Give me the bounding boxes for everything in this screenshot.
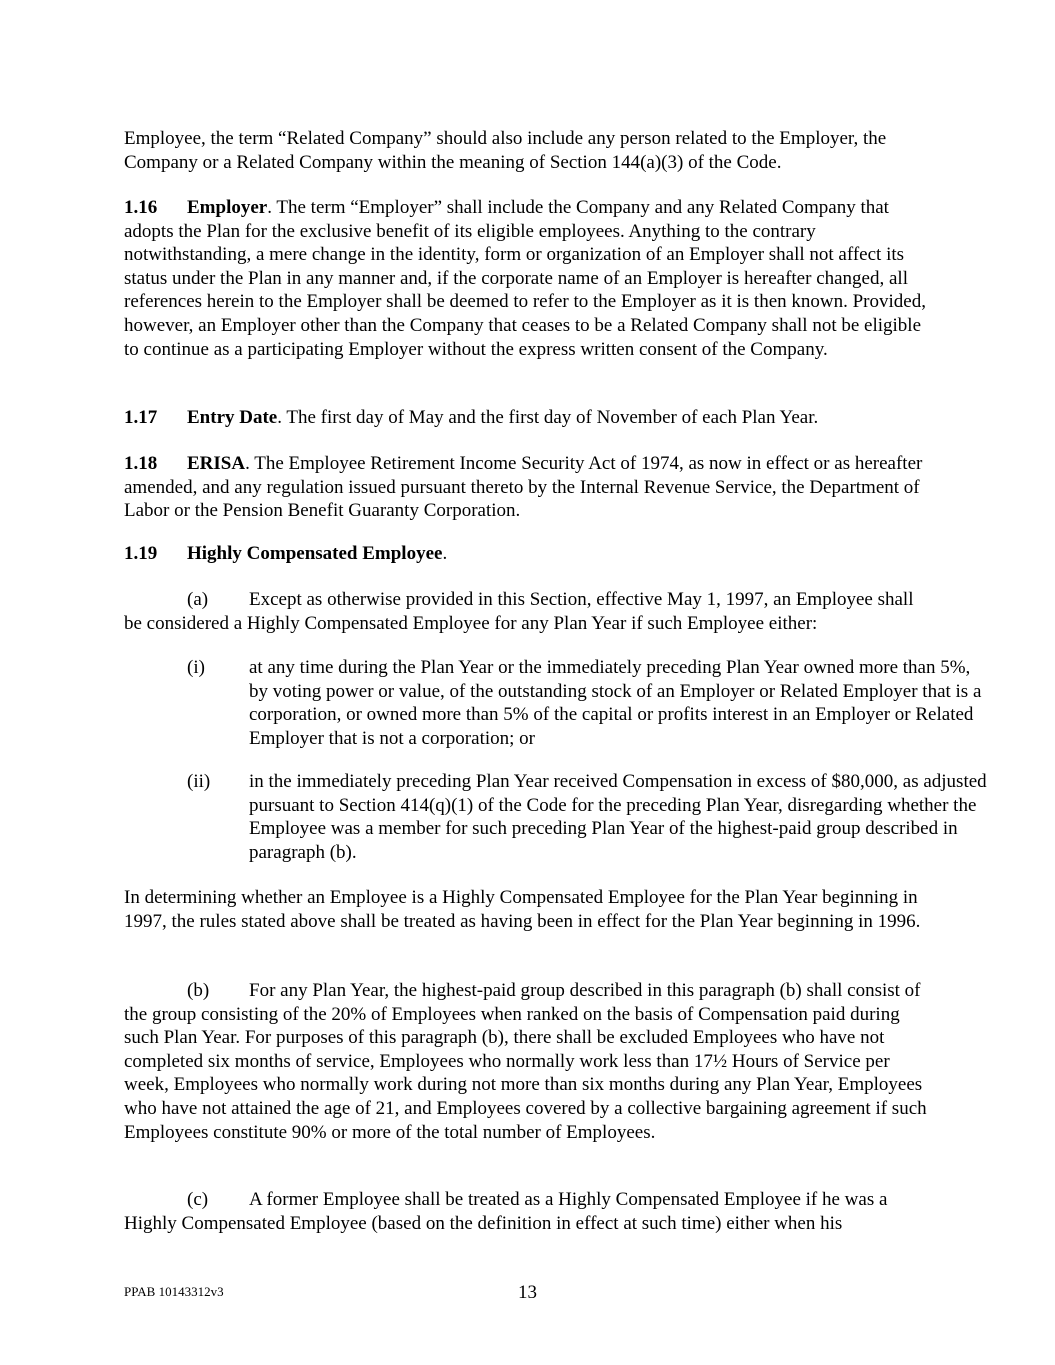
paragraph-text: A former Employee shall be treated as a Highly Compensated Employee if he was a Highly Compensated Employee (based on the definition in effect at such time) either when his: [124, 1189, 888, 1234]
page-number: 13: [518, 1282, 537, 1303]
section-body: . The first day of May and the first day of November of each Plan Year.: [277, 407, 819, 428]
paragraph-label: (a): [187, 589, 209, 610]
paragraph-text: Except as otherwise provided in this Section, effective May 1, 1997, an Employee shall be considered a Highly Compensated Employee for any Plan Year if such Employee either:: [124, 589, 914, 634]
section-body: . The Employee Retirement Income Security Act of 1974, as now in effect or as hereafter amended, and any regulation issued pursuant thereto by the Internal Revenue Service, the Department of Labor or the Pension Benefit Guaranty Corporation.: [124, 453, 923, 522]
paragraph-c: [124, 1188, 934, 1235]
section-title: Entry Date: [187, 407, 278, 428]
section-number: 1.19: [124, 543, 158, 564]
section-1-19: [124, 542, 934, 566]
paragraph-a: [124, 588, 934, 635]
item-text: at any time during the Plan Year or the immediately preceding Plan Year owned more than 5%, by voting power or value, of the outstanding stock of an Employer or Related Employer that is a corporation, or owned more than 5% of the capital or profits interest in an Employer or Related Employer that is not a corporation; or: [249, 657, 982, 749]
section-title: Employer: [187, 197, 268, 218]
paragraph-text: For any Plan Year, the highest-paid group described in this paragraph (b) shall consist of the group consisting of the 20% of Employees when ranked on the basis of Compensation paid during such Plan Year. For purposes of this paragraph (b), there shall be excluded Employees who have not completed six months of service, Employees who normally work less than 17½ Hours of Service per week, Employees who normally work during not more than six months during any Plan Year, Employees who have not attained the age of 21, and Employees covered by a collective bargaining agreement if such Employees constitute 90% or more of the total number of Employees.: [124, 980, 927, 1143]
document-id: PPAB 10143312v3: [124, 1284, 224, 1299]
paragraph-text: In determining whether an Employee is a Highly Compensated Employee for the Plan Year beginning in 1997, the rules stated above shall be treated as having been in effect for the Plan Year beginning in 1996.: [124, 887, 921, 932]
section-1-18: [124, 452, 934, 523]
item-label: (i): [187, 657, 205, 678]
item-label: (ii): [187, 771, 211, 792]
paragraph-label: (c): [187, 1189, 209, 1210]
item-i: [187, 656, 994, 750]
section-title: ERISA: [187, 453, 246, 474]
section-1-17: [124, 406, 934, 430]
item-text: in the immediately preceding Plan Year received Compensation in excess of $80,000, as adjusted pursuant to Section 414(q)(1) of the Code for the preceding Plan Year, disregarding whether the Employee was a member for such preceding Plan Year of the highest-paid group described in paragraph (b).: [249, 771, 987, 863]
paragraph-label: (b): [187, 980, 210, 1001]
section-number: 1.16: [124, 197, 158, 218]
section-number: 1.17: [124, 407, 158, 428]
section-number: 1.18: [124, 453, 158, 474]
item-ii: [187, 770, 994, 864]
determining-paragraph: [124, 886, 934, 933]
intro-paragraph: [124, 127, 934, 174]
section-1-16: [124, 196, 934, 361]
intro-text: Employee, the term “Related Company” should also include any person related to the Employer, the Company or a Related Company within the meaning of Section 144(a)(3) of the Code.: [124, 128, 887, 173]
section-body: .: [442, 543, 448, 564]
section-body: . The term “Employer” shall include the Company and any Related Company that adopts the Plan for the exclusive benefit of its eligible employees. Anything to the contrary notwithstanding, a mere change in the identity, form or organization of an Employer shall not affect its status under the Plan in any manner and, if the corporate name of an Employer is hereafter changed, all references herein to the Employer shall be deemed to refer to the Employer as it is then known. Provided, however, an Employer other than the Company that ceases to be a Related Company shall not be eligible to continue as a participating Employer without the express written consent of the Company.: [124, 197, 926, 360]
paragraph-b: [124, 979, 934, 1144]
section-title: Highly Compensated Employee: [187, 543, 443, 564]
